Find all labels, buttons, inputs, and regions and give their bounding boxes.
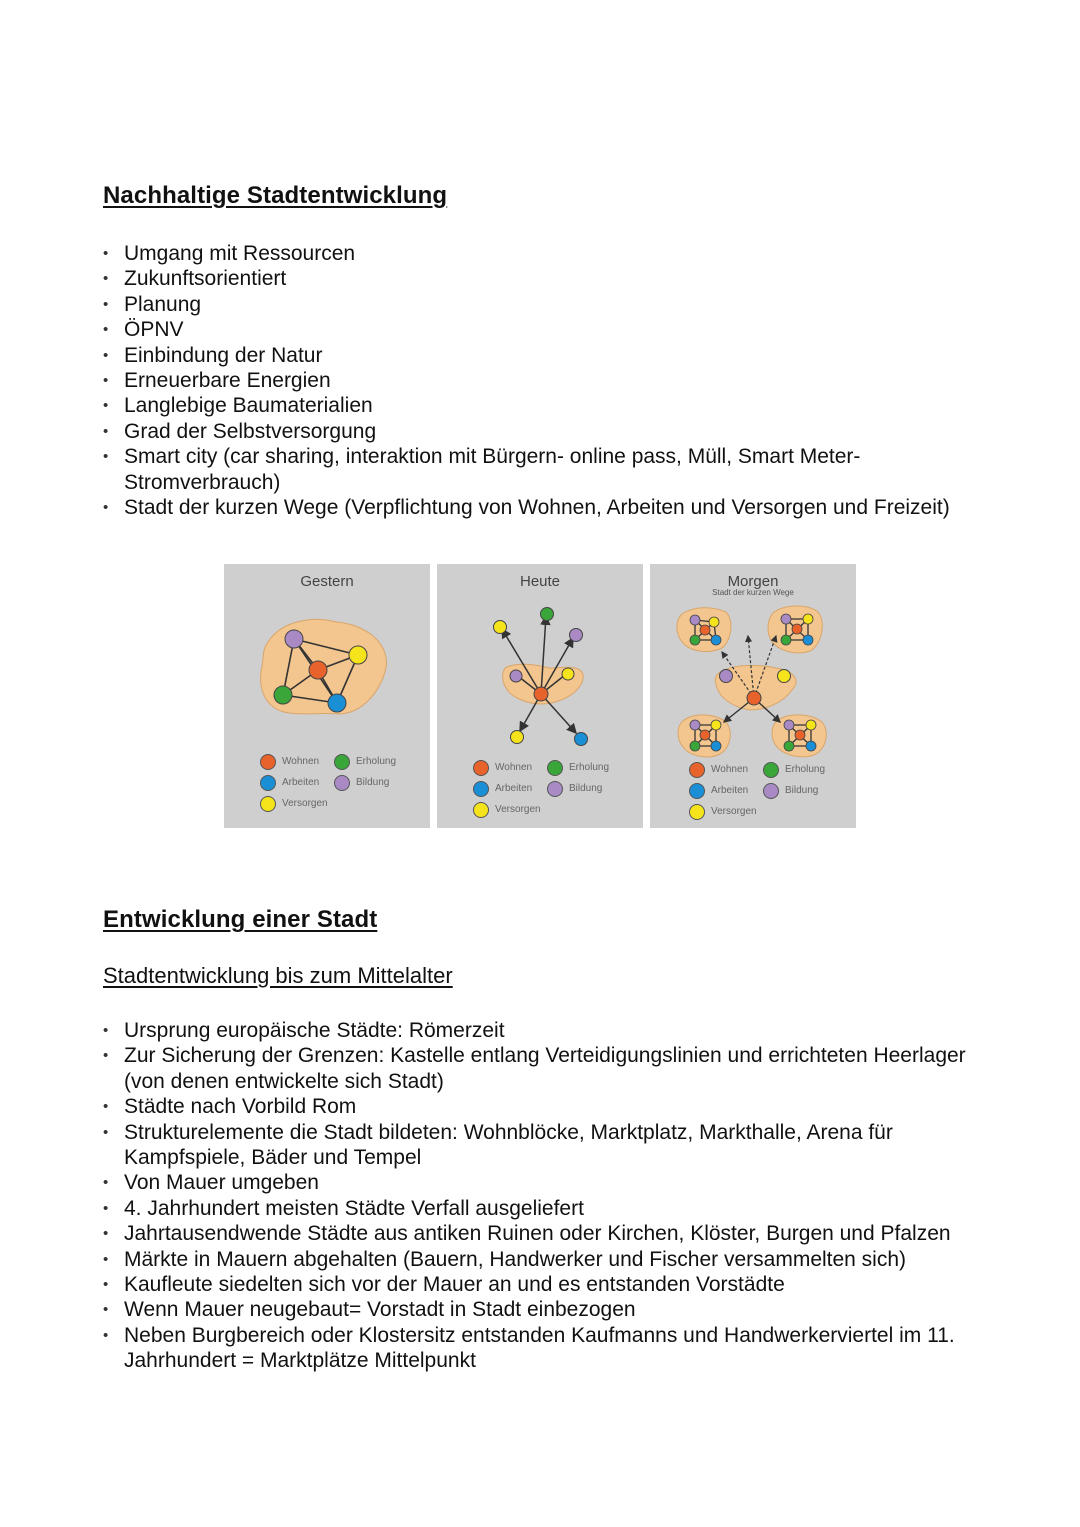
legend-dot-versorgen bbox=[690, 805, 705, 820]
list-item: • Stadt der kurzen Wege (Verpflichtung von Wohnen, Arbeiten und Versorgen und Freizeit) bbox=[103, 495, 1003, 520]
node-versorgen bbox=[494, 621, 507, 634]
node-arbeiten bbox=[328, 694, 346, 712]
list-item: • Jahrtausendwende Städte aus antiken Ruinen oder Kirchen, Klöster, Burgen und Pfalzen bbox=[103, 1221, 1003, 1246]
list-item: • Smart city (car sharing, interaktion mit Bürgern- online pass, Müll, Smart Meter-Stromverbrauch) bbox=[103, 444, 1003, 495]
list-item: • Langlebige Baumaterialien bbox=[103, 393, 1003, 418]
panel-gestern bbox=[224, 564, 430, 828]
legend-dot-erholung bbox=[548, 761, 563, 776]
list-item: • Von Mauer umgeben bbox=[103, 1170, 1003, 1195]
panel-heute bbox=[437, 564, 643, 828]
node-bildung bbox=[570, 629, 583, 642]
legend-label-arbeiten: Arbeiten bbox=[495, 783, 533, 794]
node-bildung bbox=[285, 630, 303, 648]
legend-label-arbeiten: Arbeiten bbox=[711, 785, 749, 796]
node-arbeiten bbox=[575, 733, 588, 746]
list-item: • ÖPNV bbox=[103, 317, 1003, 342]
list-item: • Neben Burgbereich oder Klostersitz entstanden Kaufmanns und Handwerkerviertel im 11. Jahrhundert = Marktplätze Mittelpunkt bbox=[103, 1323, 1003, 1374]
legend-dot-versorgen bbox=[474, 803, 489, 818]
node-erholung bbox=[541, 608, 554, 621]
legend-label-arbeiten: Arbeiten bbox=[282, 777, 320, 788]
section2-title: Entwicklung einer Stadt bbox=[103, 906, 378, 933]
panel-title: Gestern bbox=[300, 573, 354, 590]
legend-dot-bildung bbox=[335, 776, 350, 791]
legend-label-versorgen: Versorgen bbox=[711, 806, 757, 817]
legend-label-erholung: Erholung bbox=[356, 756, 397, 767]
legend-label-versorgen: Versorgen bbox=[495, 804, 541, 815]
satellite-quarter-bottom-left bbox=[678, 715, 730, 757]
city-model-figure bbox=[224, 564, 856, 828]
list-item: • Kaufleute siedelten sich vor der Mauer an und es entstanden Vorstädte bbox=[103, 1272, 1003, 1297]
list-item: • Städte nach Vorbild Rom bbox=[103, 1094, 1003, 1119]
list-item: • Erneuerbare Energien bbox=[103, 368, 1003, 393]
node-wohnen bbox=[534, 687, 548, 701]
satellite-quarter-top-right bbox=[768, 606, 822, 653]
list-item: • Wenn Mauer neugebaut= Vorstadt in Stadt einbezogen bbox=[103, 1297, 1003, 1322]
legend-dot-wohnen bbox=[690, 763, 705, 778]
legend-dot-wohnen bbox=[261, 755, 276, 770]
panel-morgen bbox=[650, 564, 856, 828]
legend-dot-wohnen bbox=[474, 761, 489, 776]
legend-label-wohnen: Wohnen bbox=[282, 756, 320, 767]
node-bildung-city bbox=[510, 670, 522, 682]
panel-subtitle: Stadt der kurzen Wege bbox=[712, 588, 794, 597]
list-item: • 4. Jahrhundert meisten Städte Verfall ausgeliefert bbox=[103, 1196, 1003, 1221]
list-item: • Strukturelemente die Stadt bildeten: Wohnblöcke, Marktplatz, Markthalle, Arena für Kampfspiele, Bäder und Tempel bbox=[103, 1120, 1003, 1171]
heute-diagram bbox=[437, 564, 643, 828]
list-item: • Zukunftsorientiert bbox=[103, 266, 1003, 291]
list-item: • Einbindung der Natur bbox=[103, 343, 1003, 368]
legend-label-wohnen: Wohnen bbox=[495, 762, 533, 773]
node-versorgen-city bbox=[562, 668, 574, 680]
legend-label-bildung: Bildung bbox=[569, 783, 603, 794]
list-item: • Zur Sicherung der Grenzen: Kastelle entlang Verteidigungslinien und errichteten Heerlager (von denen entwickelte sich Stadt) bbox=[103, 1043, 1003, 1094]
list-item: • Märkte in Mauern abgehalten (Bauern, Handwerker und Fischer versammelten sich) bbox=[103, 1247, 1003, 1272]
legend-dot-bildung bbox=[548, 782, 563, 797]
legend-dot-erholung bbox=[335, 755, 350, 770]
legend-dot-erholung bbox=[764, 763, 779, 778]
section1-bullet-list bbox=[103, 241, 1003, 520]
list-item: • Ursprung europäische Städte: Römerzeit bbox=[103, 1018, 1003, 1043]
legend-label-erholung: Erholung bbox=[569, 762, 610, 773]
node-wohnen bbox=[309, 661, 327, 679]
section2-subtitle: Stadtentwicklung bis zum Mittelalter bbox=[103, 963, 453, 988]
panel-title: Heute bbox=[519, 573, 561, 590]
legend-label-erholung: Erholung bbox=[785, 764, 826, 775]
gestern-diagram bbox=[224, 564, 430, 828]
list-item: • Planung bbox=[103, 292, 1003, 317]
legend-dot-versorgen bbox=[261, 797, 276, 812]
section1-title: Nachhaltige Stadtentwicklung bbox=[103, 182, 448, 209]
legend-label-bildung: Bildung bbox=[785, 785, 819, 796]
legend-label-versorgen: Versorgen bbox=[282, 798, 328, 809]
node-versorgen bbox=[349, 646, 367, 664]
node-versorgen-outer bbox=[511, 731, 524, 744]
panel-title: Morgen bbox=[727, 573, 779, 590]
section2-bullet-list bbox=[103, 1018, 1003, 1374]
list-item: • Grad der Selbstversorgung bbox=[103, 419, 1003, 444]
satellite-quarter-top-left bbox=[677, 608, 731, 652]
list-item: • Umgang mit Ressourcen bbox=[103, 241, 1003, 266]
legend-dot-bildung bbox=[764, 784, 779, 799]
legend-label-bildung: Bildung bbox=[356, 777, 390, 788]
legend-dot-arbeiten bbox=[261, 776, 276, 791]
morgen-diagram bbox=[650, 564, 856, 828]
legend-label-wohnen: Wohnen bbox=[711, 764, 749, 775]
legend-dot-arbeiten bbox=[474, 782, 489, 797]
node-erholung bbox=[274, 686, 292, 704]
legend-dot-arbeiten bbox=[690, 784, 705, 799]
